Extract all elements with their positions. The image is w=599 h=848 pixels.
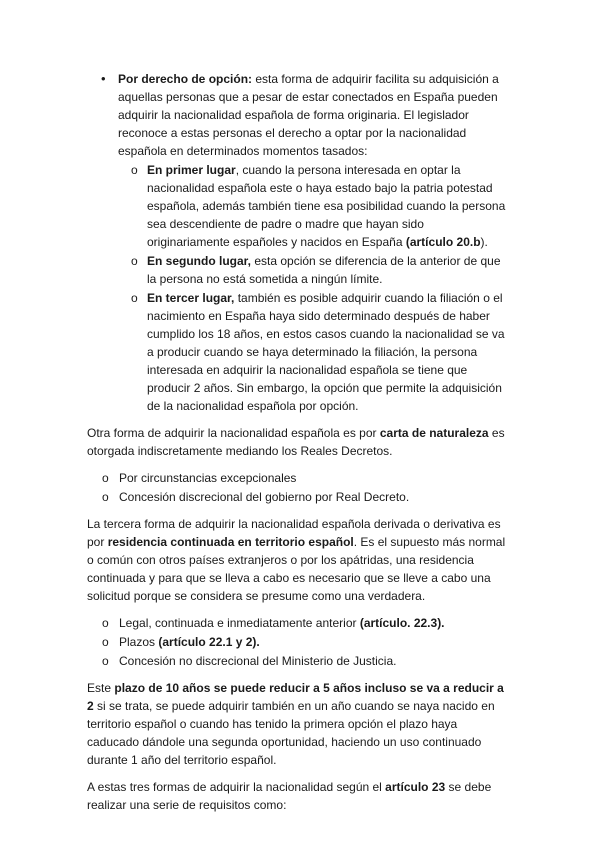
- bullet-circle: o: [131, 163, 138, 177]
- bullet-dot: •: [101, 71, 106, 86]
- list-item: o Legal, continuada e inmediatamente anterior (artículo. 22.3).: [102, 616, 445, 630]
- bullet-circle: o: [131, 291, 138, 305]
- sub-item-bold: En primer lugar: [147, 163, 236, 177]
- requisitos-bold: artículo 23: [385, 780, 446, 794]
- sub-item-primer: [118, 161, 509, 251]
- bullet-circle: o: [102, 490, 109, 504]
- residencia-bold: residencia continuada en territorio español: [107, 535, 354, 549]
- bullet-item-opcion: [87, 70, 509, 415]
- sub-item-bold: En segundo lugar,: [147, 254, 252, 268]
- residencia-list: [87, 614, 509, 670]
- carta-paragraph: Otra forma de adquirir la nacionalidad española es por carta de naturaleza es otorgada indiscretamente mediando los Reales Decretos.: [87, 426, 505, 458]
- sub-item-end: ).: [480, 235, 488, 249]
- carta-bold: carta de naturaleza: [379, 426, 489, 440]
- carta-list: [87, 469, 509, 506]
- bullet-circle: o: [102, 616, 109, 630]
- bullet-circle: o: [131, 254, 138, 268]
- sub-item-tercer: [118, 289, 509, 415]
- residencia-paragraph: La tercera forma de adquirir la nacionalidad española derivada o derivativa es por residencia continuada en territorio español. Es el supuesto más normal o común con otros países extranjeros o por los apátridas, una residencia continuada y para que se lleva a cabo es necesario que se lleve a cabo una solicitud porque se considera se presume como una verdadera.: [87, 517, 506, 603]
- opcion-title: Por derecho de opción:: [118, 72, 253, 86]
- sub-item-segundo: [118, 252, 509, 288]
- bullet-circle: o: [102, 471, 109, 485]
- sub-item-text: también es posible adquirir cuando la filiación o el nacimiento en España haya sido determinado después de haber cumplido los 18 años, en estos casos cuando la nacionalidad se va a producir cuando se haya determinado la filiación, la persona interesada en adquirir la nacionalidad española se tiene que producir 2 años. Sin embargo, la opción que permite la adquisición de la nacionalidad española por opción.: [147, 291, 505, 413]
- requisitos-paragraph: A estas tres formas de adquirir la nacionalidad según el artículo 23 se debe realizar una serie de requisitos como:: [87, 780, 492, 812]
- list-item: o Plazos (artículo 22.1 y 2).: [102, 635, 260, 649]
- opcion-text: esta forma de adquirir facilita su adquisición a aquellas personas que a pesar de estar conectados en España pueden adquirir la nacionalidad española de forma originaria. El legislador reconoce a estas personas el derecho a optar por la nacionalidad española en determinados momentos tasados:: [118, 72, 499, 158]
- sub-item-text: , cuando la persona interesada en optar la nacionalidad española este o haya estado bajo la patria potestad española, además también tiene esa posibilidad cuando la persona sea descendiente de padre o madre que hayan sido originariamente españoles y nacidos en España: [147, 163, 506, 249]
- bullet-circle: o: [102, 635, 109, 649]
- list-item: o Concesión discrecional del gobierno por Real Decreto.: [102, 490, 410, 504]
- opcion-paragraph: [118, 70, 509, 160]
- bullet-circle: o: [102, 654, 109, 668]
- list-item: o Por circunstancias excepcionales: [102, 471, 297, 485]
- plazo-bold: plazo de 10 años se puede reducir a 5 años incluso se va a reducir a 2: [87, 681, 504, 713]
- plazo-paragraph: Este plazo de 10 años se puede reducir a 5 años incluso se va a reducir a 2 si se trata, se puede adquirir también en un año cuando se naya nacido en territorio español o cuando has tenido la primera opción el plazo haya caducado dándole una segunda oportunidad, haciendo un uso continuado durante 1 año del territorio español.: [87, 681, 504, 767]
- sub-item-bold: En tercer lugar,: [147, 291, 235, 305]
- article-ref: (artículo 20.b: [405, 235, 481, 249]
- sub-item-text: esta opción se diferencia de la anterior de que la persona no está sometida a ningún límite.: [147, 254, 501, 286]
- list-item: o Concesión no discrecional del Ministerio de Justicia.: [102, 654, 397, 668]
